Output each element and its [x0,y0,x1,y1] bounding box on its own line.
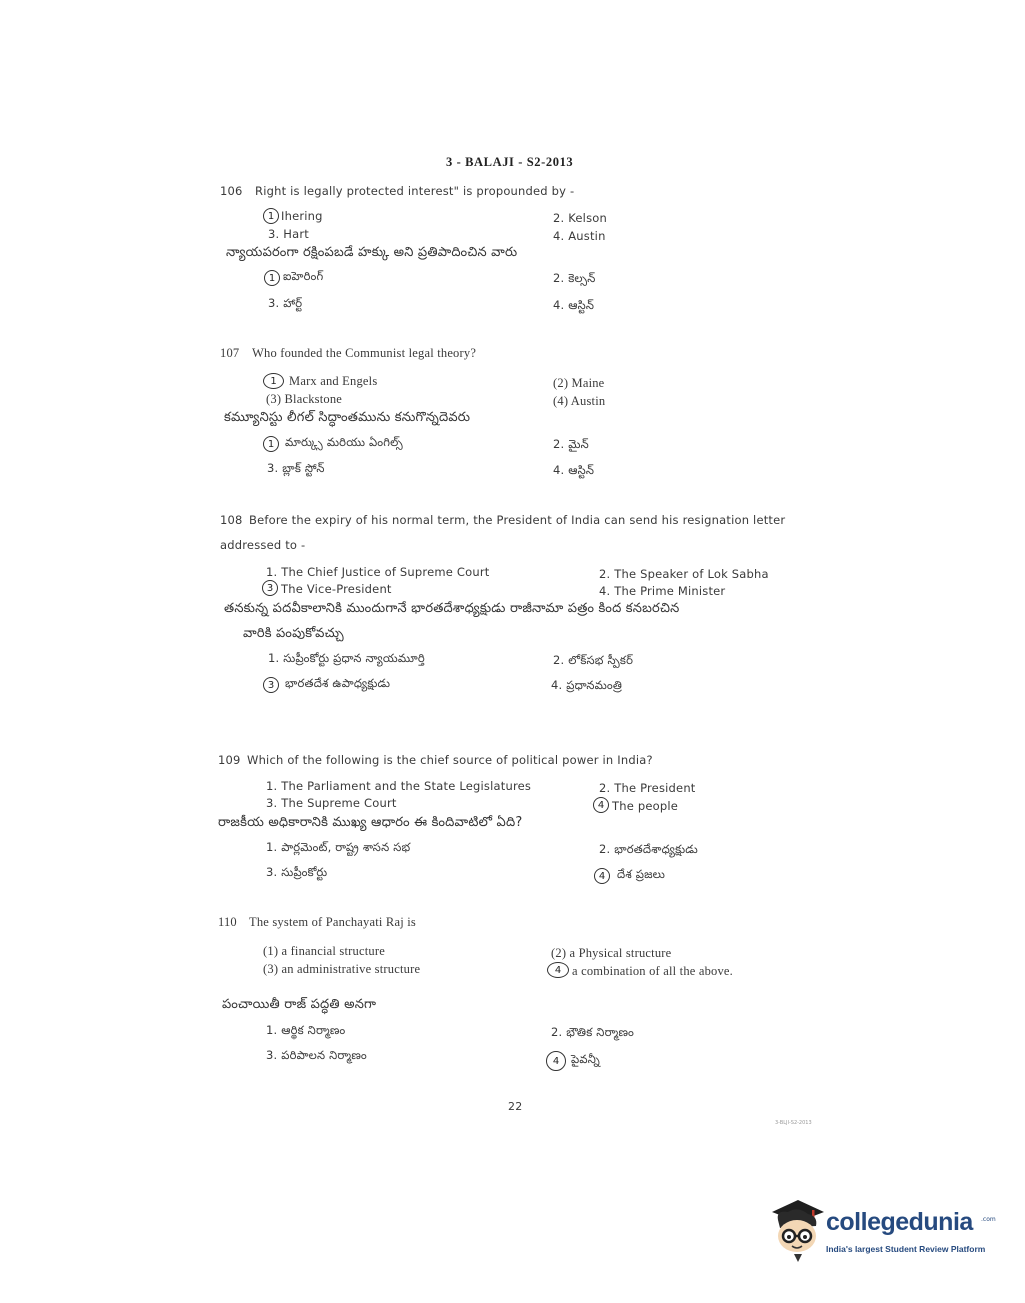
option-1-telugu: 1. పార్లమెంట్, రాష్ట్ర శాసన సభ [266,840,411,854]
answer-circle-telugu: 4 [546,1051,566,1071]
option-1: (1) a financial structure [263,944,385,958]
answer-circle-telugu: 1 [264,270,280,286]
answer-circle: 1 [263,373,284,389]
option-4-telugu: పైవన్నీ [571,1052,600,1066]
option-2: 2. The President [599,781,696,795]
question-109-telugu: రాజకీయ అధికారానికి ముఖ్య ఆధారం ఈ కిందివాటిలో ఏది? [218,815,523,830]
logo-wordmark: collegedunia [826,1208,973,1236]
option-4: 4. Austin [553,229,606,243]
option-2: 2. The Speaker of Lok Sabha [599,567,769,581]
question-110-telugu: పంచాయితీ రాజ్ పద్ధతి అనగా [222,997,377,1012]
option-1: 1. The Chief Justice of Supreme Court [266,565,490,579]
option-4: (4) Austin [553,394,606,408]
question-106-text: Right is legally protected interest" is propounded by - [255,184,575,198]
mascot-icon [768,1196,826,1266]
logo-suffix: .com [981,1216,996,1223]
option-3: The Vice-President [281,582,392,596]
option-4-telugu: 4. ఆస్టిన్ [553,463,595,477]
option-2-telugu: 2. లోక్‌సభ స్పీకర్ [553,653,634,667]
answer-circle: 4 [593,797,609,813]
option-2-telugu: 2. భౌతిక నిర్మాణం [551,1025,635,1039]
question-107-telugu: కమ్యూనిస్టు లీగల్ సిద్ధాంతమును కనుగొన్నదెవరు [224,410,471,425]
option-4-telugu: దేశ ప్రజలు [617,867,666,881]
footer-code: 3-BLJI-S2-2013 [775,1120,812,1126]
question-108-telugu-line2: వారికి పంపుకోవచ్చు [243,626,344,641]
question-109-number: 109 [218,753,241,767]
option-2: (2) a Physical structure [551,946,672,960]
option-2-telugu: 2. మైన్ [553,437,589,451]
option-3-telugu: 3. బ్లాక్ స్టోన్ [267,461,325,475]
page-header: 3 - BALAJI - S2-2013 [446,155,574,169]
question-106-number: 106 [220,184,243,198]
question-110-text: The system of Panchayati Raj is [249,915,416,929]
option-4: 4. The Prime Minister [599,584,726,598]
option-1-telugu: ఐహెరింగ్ [283,269,324,283]
option-3-telugu: 3. సుప్రీంకోర్టు [266,865,328,879]
option-1-telugu: 1. ఆర్థిక నిర్మాణం [266,1023,346,1037]
question-107-number: 107 [220,346,240,360]
collegedunia-logo[interactable] [768,1196,998,1266]
option-3: (3) Blackstone [266,392,343,406]
answer-circle: 1 [263,208,279,224]
option-2-telugu: 2. కెల్సన్ [553,271,596,285]
question-108-telugu: తనకున్న పదవీకాలానికి ముందుగానే భారతదేశాధ్యక్షుడు రాజీనామా పత్రం కింద కనబరచిన [224,601,680,616]
logo-tagline: India's largest Student Review Platform [826,1244,986,1254]
option-3-telugu: 3. పరిపాలన నిర్మాణం [266,1048,367,1062]
option-2: 2. Kelson [553,211,607,225]
option-1: Marx and Engels [289,374,378,388]
answer-circle: 4 [547,962,569,978]
question-108-number: 108 [220,513,243,527]
question-109-text: Which of the following is the chief source of political power in India? [247,753,653,767]
question-108-text-line2: addressed to - [220,538,306,552]
option-3: 3. Hart [268,227,309,241]
option-4-telugu: 4. ఆస్టిన్ [553,298,595,312]
answer-circle-telugu: 4 [594,868,610,884]
answer-circle-telugu: 3 [263,677,279,693]
option-1-telugu: మార్క్సు మరియు ఏంగిల్స్ [285,435,403,449]
option-4: The people [612,799,679,813]
question-108-text: Before the expiry of his normal term, the President of India can send his resignation letter [249,513,786,527]
option-3-telugu: భారతదేశ ఉపాధ్యక్షుడు [285,676,391,690]
option-2: (2) Maine [553,376,605,390]
option-3-telugu: 3. హార్ట్ [268,296,303,310]
option-4-telugu: 4. ప్రధానమంత్రి [551,678,623,692]
question-110-number: 110 [218,915,237,929]
option-1: 1. The Parliament and the State Legislatures [266,779,532,793]
option-2-telugu: 2. భారతదేశాధ్యక్షుడు [599,842,698,856]
question-107-text: Who founded the Communist legal theory? [252,346,477,360]
page-number: 22 [508,1100,523,1113]
option-3: 3. The Supreme Court [266,796,397,810]
answer-circle: 3 [262,580,278,596]
option-3: (3) an administrative structure [263,962,421,976]
option-1-telugu: 1. సుప్రీంకోర్టు ప్రధాన న్యాయమూర్తి [268,651,425,665]
option-1: Ihering [281,209,323,223]
answer-circle-telugu: 1 [263,436,279,452]
option-4: a combination of all the above. [572,964,734,978]
question-106-telugu: న్యాయపరంగా రక్షింపబడే హక్కు అని ప్రతిపాదించిన వారు [226,245,518,260]
